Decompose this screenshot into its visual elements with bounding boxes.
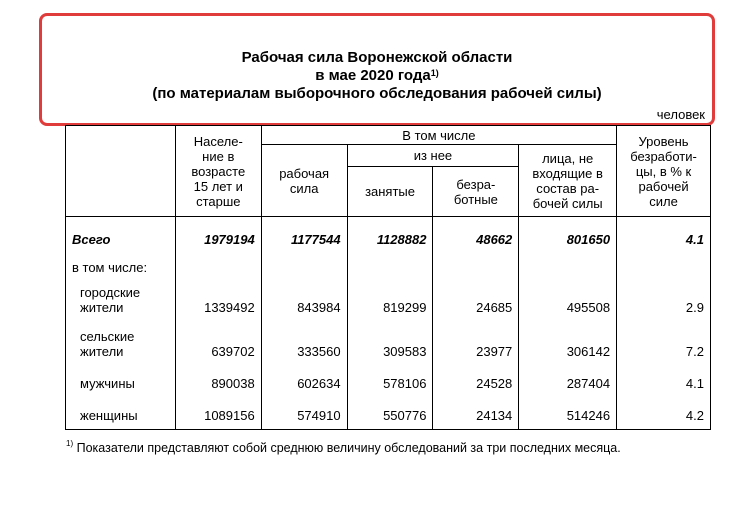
cell-not-in-labor-force: 306142 [519, 315, 617, 359]
header-category [66, 126, 176, 217]
cell-population: 639702 [175, 315, 261, 359]
table-row-total [66, 217, 711, 250]
cell-not-in-labor-force: 801650 [519, 217, 617, 250]
cell-not-in-labor-force: 514246 [519, 391, 617, 430]
cell-population: 1979194 [175, 217, 261, 250]
title-footnote-mark: 1) [430, 68, 439, 78]
cell-unemployed: 23977 [433, 315, 519, 359]
row-label: женщины [66, 391, 176, 430]
cell-unemployment-rate: 4.1 [617, 359, 711, 391]
cell-population: 890038 [175, 359, 261, 391]
header-labor-force: рабочая сила [261, 145, 347, 217]
title-date: в мае 2020 года [315, 67, 431, 84]
header-population: Населе- ние в возрасте 15 лет и старше [175, 126, 261, 217]
labor-force-table [65, 125, 711, 430]
table-title [39, 49, 715, 103]
cell-labor-force: 602634 [261, 359, 347, 391]
header-not-in-labor-force: лица, не входящие в состав ра- бочей силы [519, 145, 617, 217]
table-row [66, 275, 711, 315]
footnote-mark: 1) [66, 439, 74, 448]
cell-population: 1339492 [175, 275, 261, 315]
cell-unemployment-rate: 4.1 [617, 217, 711, 250]
cell-employed: 309583 [347, 315, 433, 359]
cell-unemployed: 24528 [433, 359, 519, 391]
table-row [66, 359, 711, 391]
title-line-1: Рабочая сила Воронежской области [241, 49, 513, 66]
title-line-2 [39, 67, 715, 85]
cell-unemployed: 48662 [433, 217, 519, 250]
header-of-which: из нее [347, 145, 519, 167]
cell-not-in-labor-force: 495508 [519, 275, 617, 315]
cell-unemployment-rate: 7.2 [617, 315, 711, 359]
cell-labor-force: 1177544 [261, 217, 347, 250]
header-including: В том числе [261, 126, 616, 145]
cell-unemployed: 24134 [433, 391, 519, 430]
row-label: мужчины [66, 359, 176, 391]
cell-employed: 578106 [347, 359, 433, 391]
footnote [66, 441, 621, 455]
cell-employed: 819299 [347, 275, 433, 315]
row-label: сельские жители [66, 315, 176, 359]
title-line-3: (по материалам выборочного обследования рабочей силы) [152, 85, 602, 102]
table-row-including [66, 249, 711, 275]
row-label: Всего [66, 217, 176, 250]
unit-label: человек [656, 107, 705, 122]
cell-unemployment-rate: 4.2 [617, 391, 711, 430]
cell-not-in-labor-force: 287404 [519, 359, 617, 391]
cell-unemployment-rate: 2.9 [617, 275, 711, 315]
footnote-text: Показатели представляют собой среднюю величину обследований за три последних месяца. [73, 441, 621, 455]
cell-employed: 550776 [347, 391, 433, 430]
cell-population: 1089156 [175, 391, 261, 430]
cell-employed: 1128882 [347, 217, 433, 250]
cell-labor-force: 333560 [261, 315, 347, 359]
header-unemployment-rate: Уровень безработи- цы, в % к рабочей силе [617, 126, 711, 217]
row-label: в том числе: [66, 249, 176, 275]
header-employed: занятые [347, 167, 433, 217]
table-row [66, 391, 711, 430]
header-unemployed: безра- ботные [433, 167, 519, 217]
cell-unemployed: 24685 [433, 275, 519, 315]
cell-labor-force: 843984 [261, 275, 347, 315]
row-label: городские жители [66, 275, 176, 315]
table-row [66, 315, 711, 359]
cell-labor-force: 574910 [261, 391, 347, 430]
